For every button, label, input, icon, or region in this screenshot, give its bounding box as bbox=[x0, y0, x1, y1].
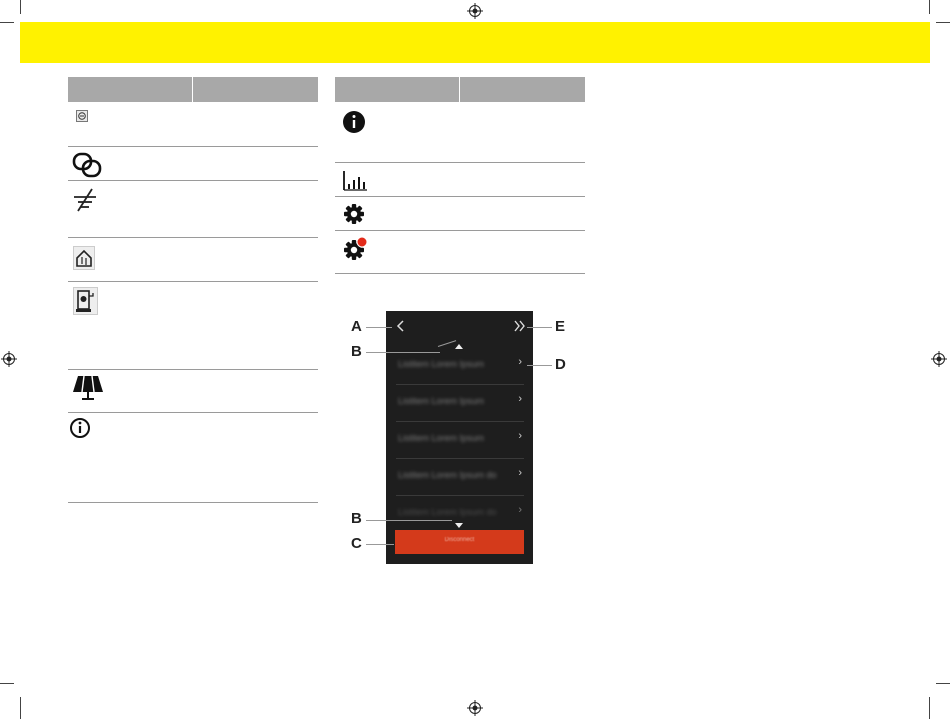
crop-mark bbox=[929, 0, 930, 14]
list-item-label: Listitem Lorem Ipsum bbox=[398, 396, 485, 406]
callout-leader bbox=[366, 352, 440, 353]
callout-b-top: B bbox=[351, 343, 362, 360]
left-icon-table bbox=[68, 77, 318, 507]
grid-disconnect-icon bbox=[72, 187, 98, 213]
callout-leader bbox=[527, 365, 552, 366]
registration-mark-icon bbox=[1, 351, 17, 367]
crop-mark bbox=[936, 22, 950, 23]
table-row-divider bbox=[335, 162, 585, 163]
table-row-divider bbox=[68, 369, 318, 370]
callout-a: A bbox=[351, 318, 362, 335]
crop-mark bbox=[936, 683, 950, 684]
settings-notification-icon bbox=[343, 236, 369, 262]
stop-circle-icon bbox=[76, 110, 88, 122]
crop-mark bbox=[0, 22, 14, 23]
table-row-divider bbox=[335, 230, 585, 231]
solar-panel-icon bbox=[71, 374, 105, 404]
registration-mark-icon bbox=[467, 3, 483, 19]
list-item-label: Listitem Lorem Ipsum do bbox=[398, 507, 497, 517]
disconnect-button[interactable] bbox=[395, 530, 524, 554]
table-row-divider bbox=[68, 412, 318, 413]
double-chevron-right-icon bbox=[512, 317, 528, 335]
table-header bbox=[68, 77, 318, 102]
registration-mark-icon bbox=[931, 351, 947, 367]
back-button[interactable] bbox=[394, 317, 408, 335]
scroll-down-button[interactable] bbox=[453, 517, 465, 525]
list-item[interactable] bbox=[396, 421, 524, 459]
callout-e: E bbox=[555, 318, 566, 335]
table-row-divider bbox=[335, 273, 585, 274]
callout-d: D bbox=[555, 356, 566, 373]
table-row-divider bbox=[68, 502, 318, 503]
registration-mark-icon bbox=[467, 700, 483, 716]
table-header bbox=[335, 77, 585, 102]
disconnect-label: Disconnect bbox=[444, 537, 475, 543]
callout-leader bbox=[527, 327, 552, 328]
right-icon-table bbox=[335, 77, 585, 277]
settings-gear-icon bbox=[343, 203, 365, 225]
chain-link-icon bbox=[72, 152, 102, 178]
chevron-right-icon: › bbox=[518, 504, 522, 516]
list-item[interactable] bbox=[396, 495, 524, 519]
crop-mark bbox=[929, 697, 930, 719]
list-item[interactable] bbox=[396, 384, 524, 422]
table-row-divider bbox=[68, 146, 318, 147]
home-energy-icon bbox=[73, 246, 95, 270]
chevron-right-icon: › bbox=[518, 393, 522, 405]
info-outline-icon bbox=[69, 417, 91, 439]
table-row-divider bbox=[68, 180, 318, 181]
triangle-down-icon bbox=[453, 522, 465, 530]
skip-button[interactable] bbox=[512, 317, 528, 335]
callout-leader bbox=[366, 327, 392, 328]
crop-mark bbox=[20, 0, 21, 14]
chevron-right-icon: › bbox=[518, 467, 522, 479]
header-banner bbox=[20, 22, 930, 63]
list-item-label: Listitem Lorem Ipsum do bbox=[398, 470, 497, 480]
list-item-label: Listitem Lorem Ipsum bbox=[398, 433, 485, 443]
charging-station-icon bbox=[73, 287, 98, 315]
table-row-divider bbox=[335, 196, 585, 197]
device-screen bbox=[386, 311, 533, 564]
table-row-divider bbox=[68, 281, 318, 282]
crop-mark bbox=[20, 697, 21, 719]
bar-chart-icon bbox=[342, 170, 368, 192]
chevron-right-icon: › bbox=[518, 356, 522, 368]
callout-leader bbox=[366, 520, 452, 521]
table-row-divider bbox=[68, 237, 318, 238]
callout-leader bbox=[366, 544, 394, 545]
info-filled-icon bbox=[342, 110, 366, 134]
callout-b-bottom: B bbox=[351, 510, 362, 527]
crop-mark bbox=[0, 683, 14, 684]
callout-c: C bbox=[351, 535, 362, 552]
list-item[interactable] bbox=[396, 458, 524, 496]
list-item-label: Listitem Lorem Ipsum bbox=[398, 359, 485, 369]
chevron-left-icon bbox=[394, 317, 408, 335]
chevron-right-icon: › bbox=[518, 430, 522, 442]
